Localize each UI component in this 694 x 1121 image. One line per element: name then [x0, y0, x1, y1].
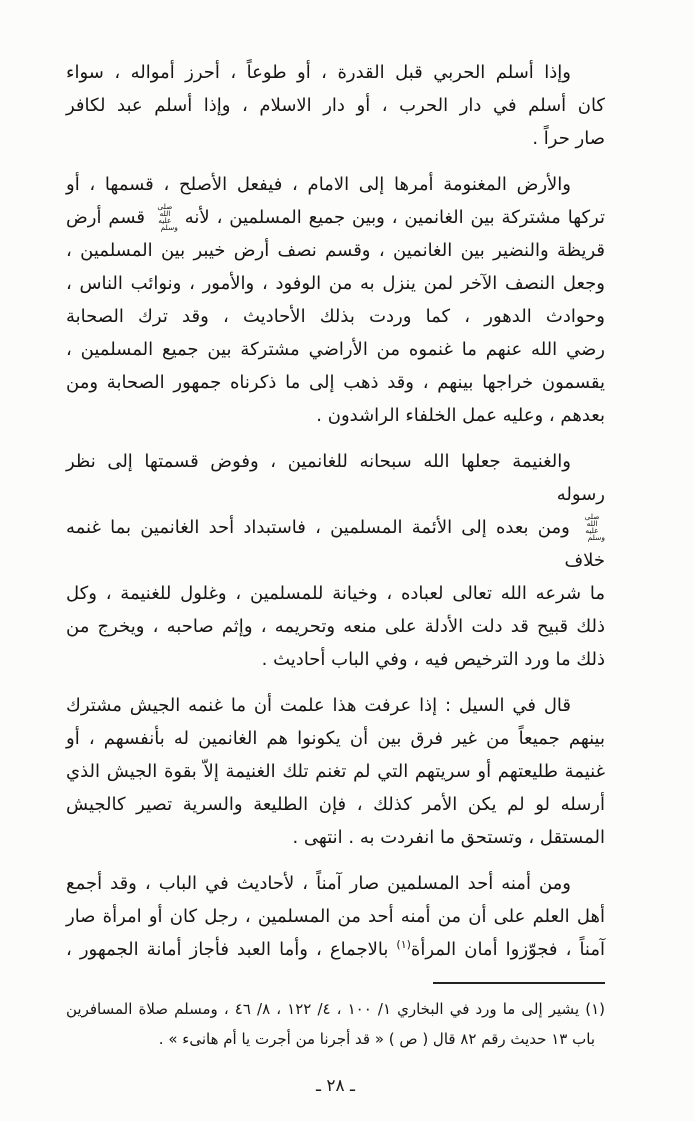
honorific-salla-icon: صلى الله عليه وسلم: [584, 512, 605, 542]
text-line: صلى الله عليه وسلم ومن بعده إلى الأئمة المسلمين ، فاستبداد أحد الغانمين بما غنمه خلاف: [66, 512, 605, 571]
paragraph: [66, 56, 605, 155]
text-line: صار حراً .: [532, 128, 605, 149]
text-line: قال في السيل : إذا عرفت هذا علمت أن ما غنمه الجيش مشترك: [66, 695, 571, 716]
text-line: والغنيمة جعلها الله سبحانه للغانمين ، وفوض قسمتها إلى نظر رسوله: [66, 451, 605, 505]
text-line: أهل العلم على أن من أمنه أحد من المسلمين ، رجل كان أو امرأة صار: [66, 906, 605, 927]
text-line: غنيمة طليعتهم أو سريتهم التي لم تغنم تلك الغنيمة إلاّ بقوة الجيش الذي: [66, 761, 605, 782]
text-line: يقسمون خراجها بينهم ، وقد ذهب إلى ما ذكرناه جمهور الصحابة ومن: [66, 372, 605, 393]
paragraph: [66, 168, 605, 432]
text-block: [66, 56, 605, 1098]
text-line: ما شرعه الله تعالى لعباده ، وخيانة للمسلمين ، وغلول للغنيمة ، وكل: [66, 583, 605, 604]
text-line: تركها مشتركة بين الغانمين ، وبين جميع المسلمين ، لأنه صلى الله عليه وسلم قسم أرض: [66, 202, 606, 232]
body-text: [66, 56, 605, 966]
text-line: بعدهم ، وعليه عمل الخلفاء الراشدون .: [316, 405, 605, 426]
text-line: وحوادث الدهور ، كما وردت بذلك الأحاديث ، وقد ترك الصحابة: [66, 306, 605, 327]
footnote-line: (١) يشير إلى ما ورد في البخاري ١/ ١٠٠ ، ٤/ ١٢٢ ، ٨/ ٤٦ ، ومسلم صلاة المسافرين: [66, 1000, 605, 1018]
text-line: آمناً ، فجوّزوا أمان المرأة$^{(١)}$ بالاجماع ، وأما العبد فأجاز أمانة الجمهور ،: [66, 938, 606, 960]
text-line: رضي الله عنهم ما غنموه من الأراضي مشتركة بين جميع المسلمين ،: [66, 339, 605, 360]
text-line: ذلك ما ورد الترخيص فيه ، وفي الباب أحاديث .: [261, 649, 605, 670]
text-line: وإذا أسلم الحربي قبل القدرة ، أو طوعاً ، أحرز أمواله ، سواء: [66, 62, 571, 83]
text-line: بينهم جميعاً من غير فرق بين أن يكونوا هم الغانمين له بأنفسهم ، أو: [66, 728, 605, 749]
paragraph: [66, 867, 605, 966]
text-line: أرسله لو لم يكن الأمر كذلك ، فإن الطليعة والسرية تصير كالجيش: [66, 794, 605, 815]
text-line: والأرض المغنومة أمرها إلى الامام ، فيفعل الأصلح ، قسمها ، أو: [66, 174, 571, 195]
paragraph: [66, 445, 605, 676]
paragraph: [66, 689, 605, 854]
text-line: قريظة والنضير بين الغانمين ، وقسم نصف أرض خيبر بين المسلمين ،: [66, 240, 605, 261]
honorific-salla-icon: صلى الله عليه وسلم: [157, 202, 178, 232]
footnote-ref-marker: (١): [396, 938, 411, 951]
text-line: وجعل النصف الآخر لمن ينزل به من الوفود ، والأمور ، ونوائب الناس ،: [66, 273, 605, 294]
text-line: المستقل ، وتستحق ما انفردت به . انتهى .: [292, 827, 605, 848]
footnote-line: باب ١٣ حديث رقم ٨٢ قال ( ص ) « قد أجرنا من أجرت يا أم هانىء » .: [158, 1030, 595, 1048]
footnote-separator: [433, 982, 605, 984]
text-line: ومن أمنه أحد المسلمين صار آمناً ، لأحاديث في الباب ، وقد أجمع: [66, 873, 571, 894]
page-number: ـ ٢٨ ـ: [315, 1076, 356, 1096]
text-line: كان أسلم في دار الحرب ، أو دار الاسلام ، وإذا أسلم عبد لكافر: [66, 95, 605, 116]
footnote: [66, 994, 605, 1054]
text-line: ذلك قبيح قد دلت الأدلة على منعه وتحريمه ، وإثم صاحبه ، ويخرج من: [66, 616, 605, 637]
